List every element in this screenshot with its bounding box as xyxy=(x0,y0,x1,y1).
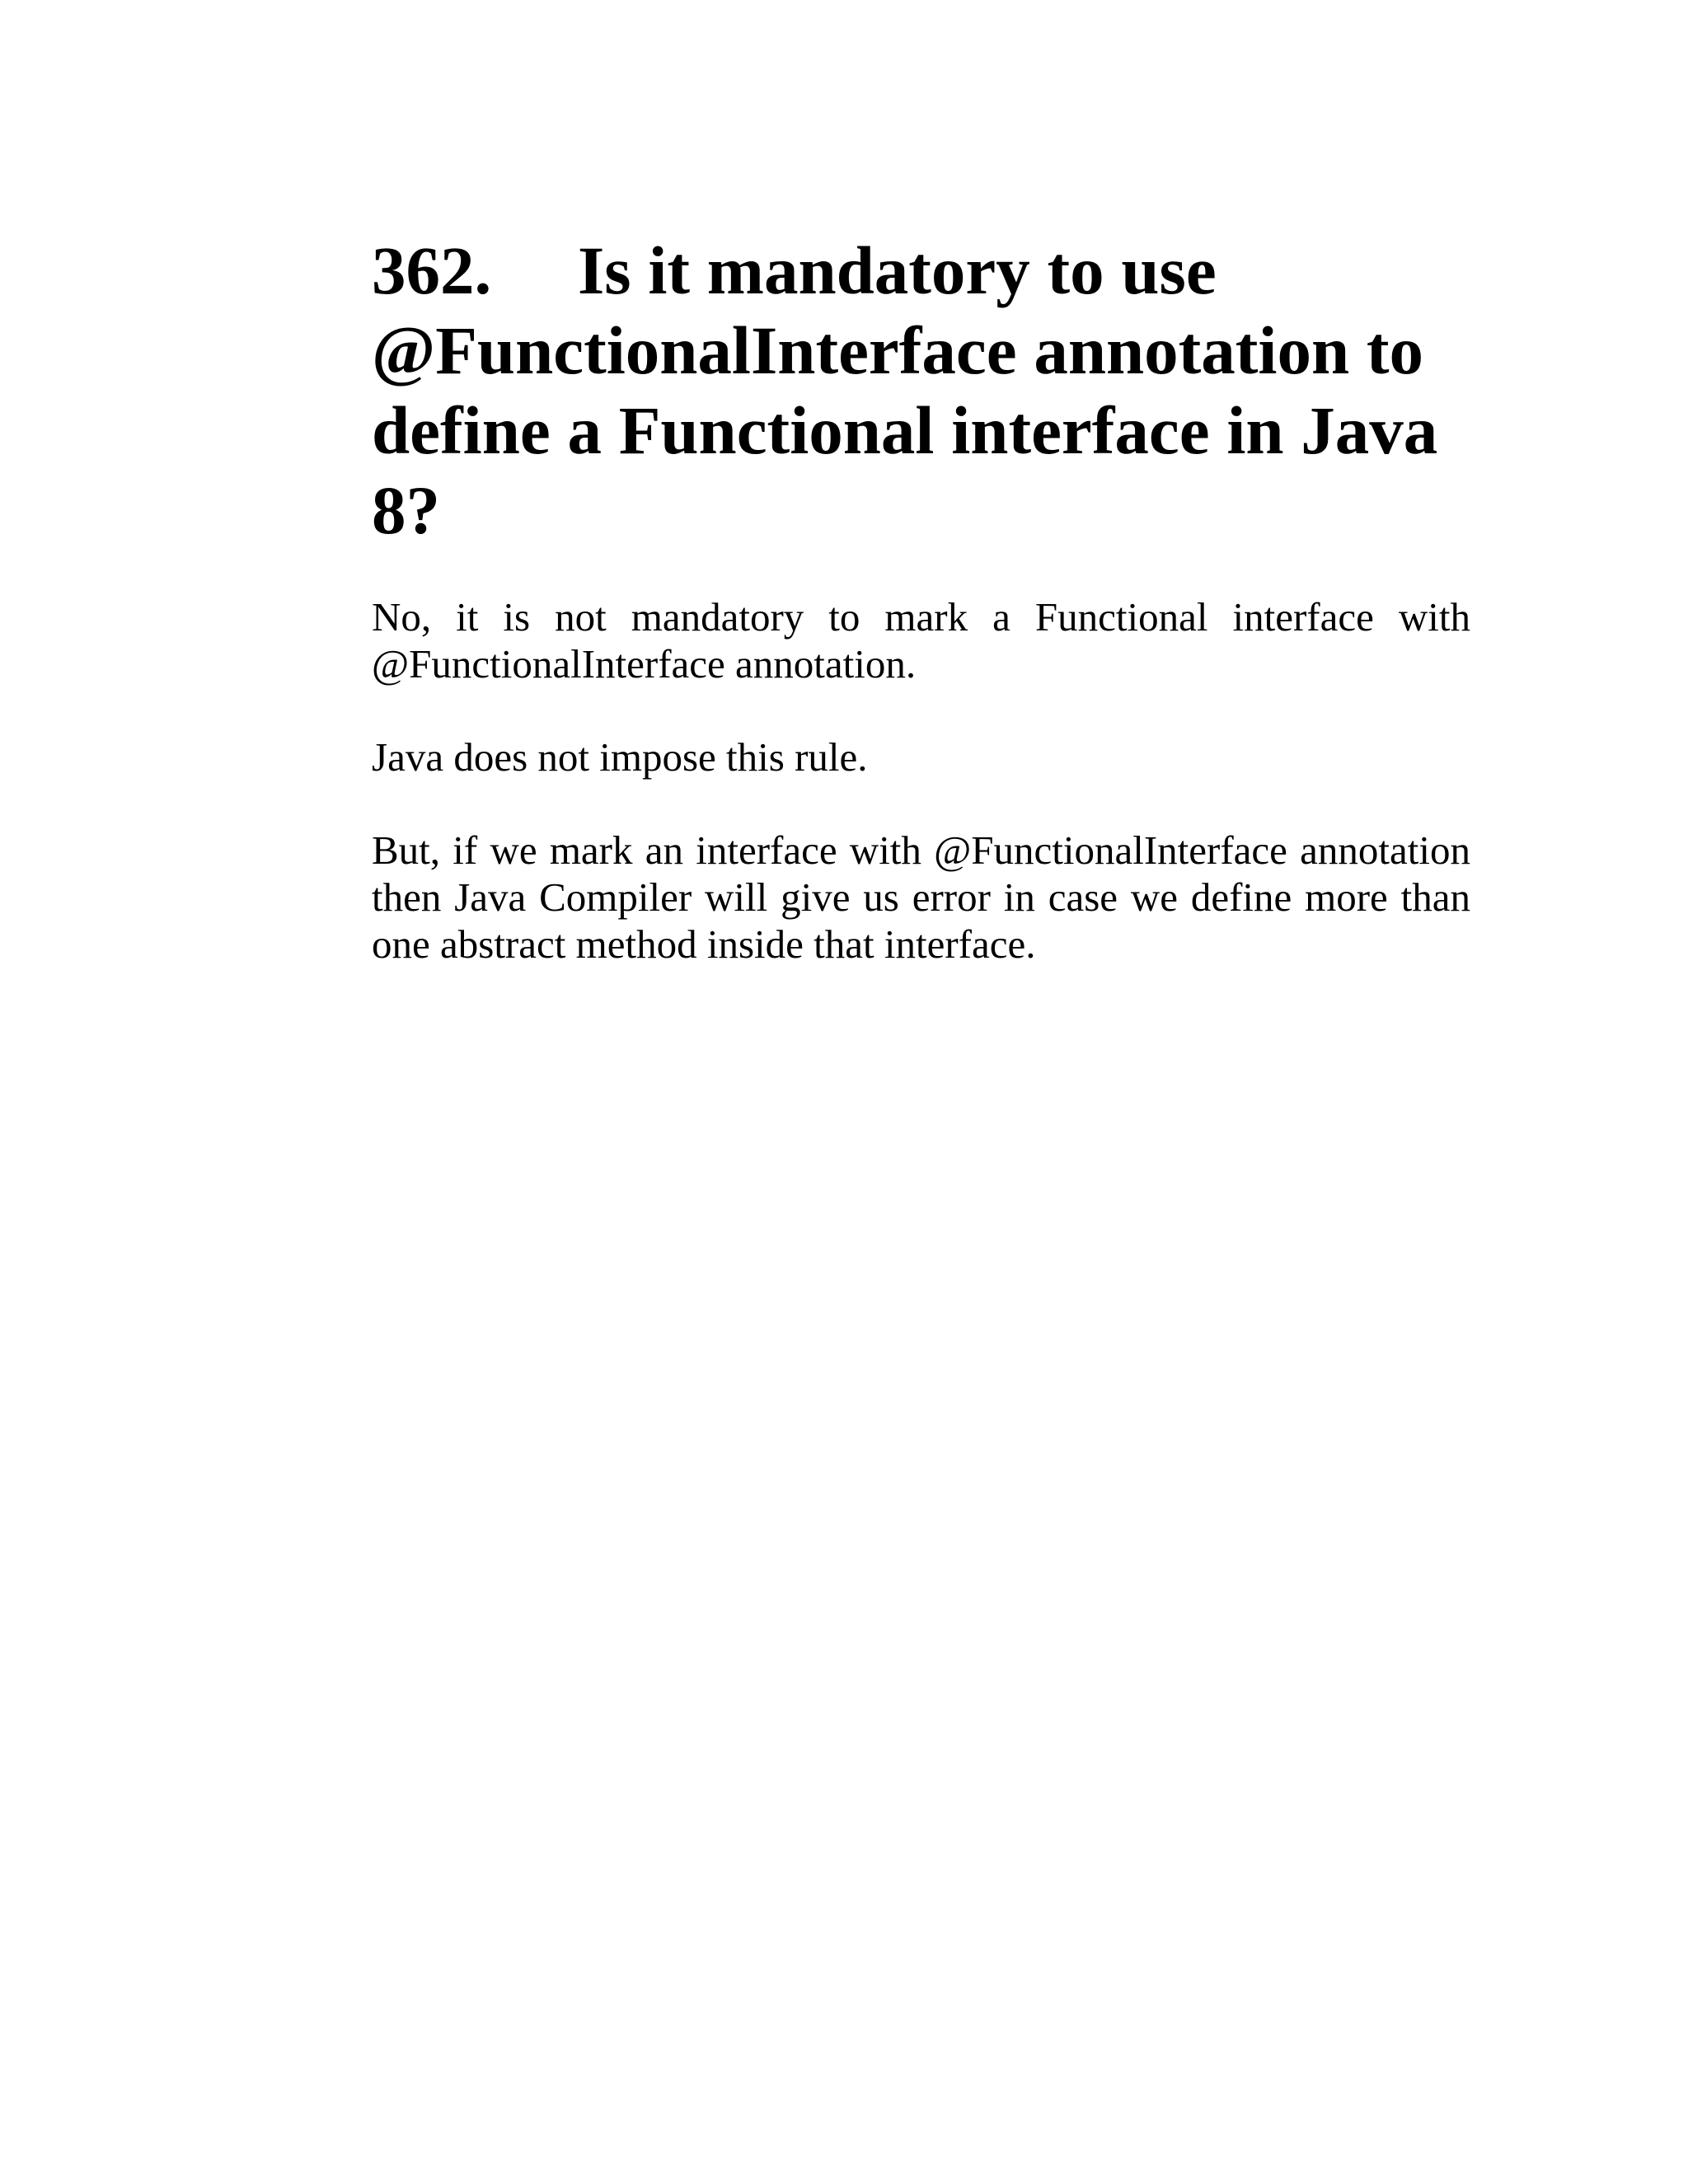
answer-paragraph-1: No, it is not mandatory to mark a Functional interface with @FunctionalInterface annotation. xyxy=(372,594,1470,687)
page-content xyxy=(372,231,1470,968)
answer-paragraph-3: But, if we mark an interface with @FunctionalInterface annotation then Java Compiler will give us error in case we define more than one abstract method inside that interface. xyxy=(372,827,1470,967)
question-number: 362. xyxy=(372,232,492,308)
answer-paragraph-2: Java does not impose this rule. xyxy=(372,734,868,780)
question-title: Is it mandatory to use @FunctionalInterface annotation to define a Functional interface in Java 8? xyxy=(372,232,1438,548)
question-heading xyxy=(372,231,1470,551)
